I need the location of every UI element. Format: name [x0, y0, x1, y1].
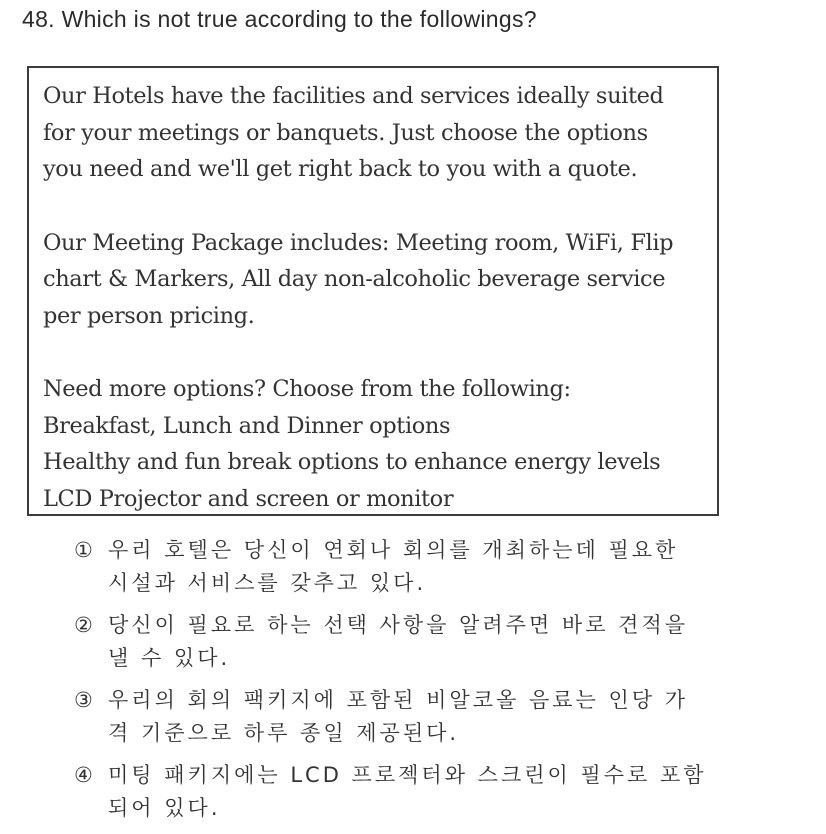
- passage-line: Our Hotels have the facilities and services ideally suited: [43, 83, 664, 109]
- choice-3[interactable]: [74, 684, 794, 750]
- choice-number: ①: [74, 538, 96, 562]
- choice-2[interactable]: [74, 609, 794, 675]
- passage-line: Our Meeting Package includes: Meeting room, WiFi, Flip: [43, 229, 674, 256]
- passage-line: LCD Projector and screen or monitor: [43, 485, 454, 512]
- passage-box: [27, 66, 719, 516]
- question-title: 48. Which is not true according to the followings?: [22, 6, 537, 32]
- answer-choices: [74, 534, 794, 834]
- choice-number: ③: [74, 688, 96, 712]
- choice-text-continued: 격 기준으로 하루 종일 제공된다.: [108, 721, 460, 745]
- passage-line: you need and we'll get right back to you with a quote.: [43, 156, 638, 182]
- choice-4[interactable]: [74, 759, 794, 825]
- choice-text-continued: 시설과 서비스를 갖추고 있다.: [108, 571, 427, 595]
- passage-paragraph-2: [43, 225, 705, 335]
- choice-text: 우리의 회의 팩키지에 포함된 비알코올 음료는 인당 가: [108, 688, 689, 712]
- passage-line: chart & Markers, All day non-alcoholic beverage service: [43, 266, 666, 292]
- choice-text-continued: 되어 있다.: [108, 796, 221, 820]
- choice-1[interactable]: [74, 534, 794, 600]
- choice-text: 당신이 필요로 하는 선택 사항을 알려주면 바로 견적을: [108, 613, 689, 637]
- passage-line: per person pricing.: [43, 302, 255, 329]
- choice-text-continued: 낼 수 있다.: [108, 646, 231, 670]
- passage-paragraph-3: [43, 371, 705, 517]
- passage-paragraph-1: [43, 78, 705, 188]
- passage-line: Breakfast, Lunch and Dinner options: [43, 412, 451, 439]
- choice-number: ②: [74, 613, 96, 637]
- choice-text: 미팅 패키지에는 LCD 프로젝터와 스크린이 필수로 포함: [108, 763, 707, 787]
- choice-text: 우리 호텔은 당신이 연회나 회의를 개최하는데 필요한: [108, 538, 679, 562]
- passage-line: Need more options? Choose from the following:: [43, 376, 571, 402]
- passage-line: Healthy and fun break options to enhance energy levels: [43, 449, 661, 475]
- passage-line: for your meetings or banquets. Just choose the options: [43, 119, 648, 146]
- choice-number: ④: [74, 763, 96, 787]
